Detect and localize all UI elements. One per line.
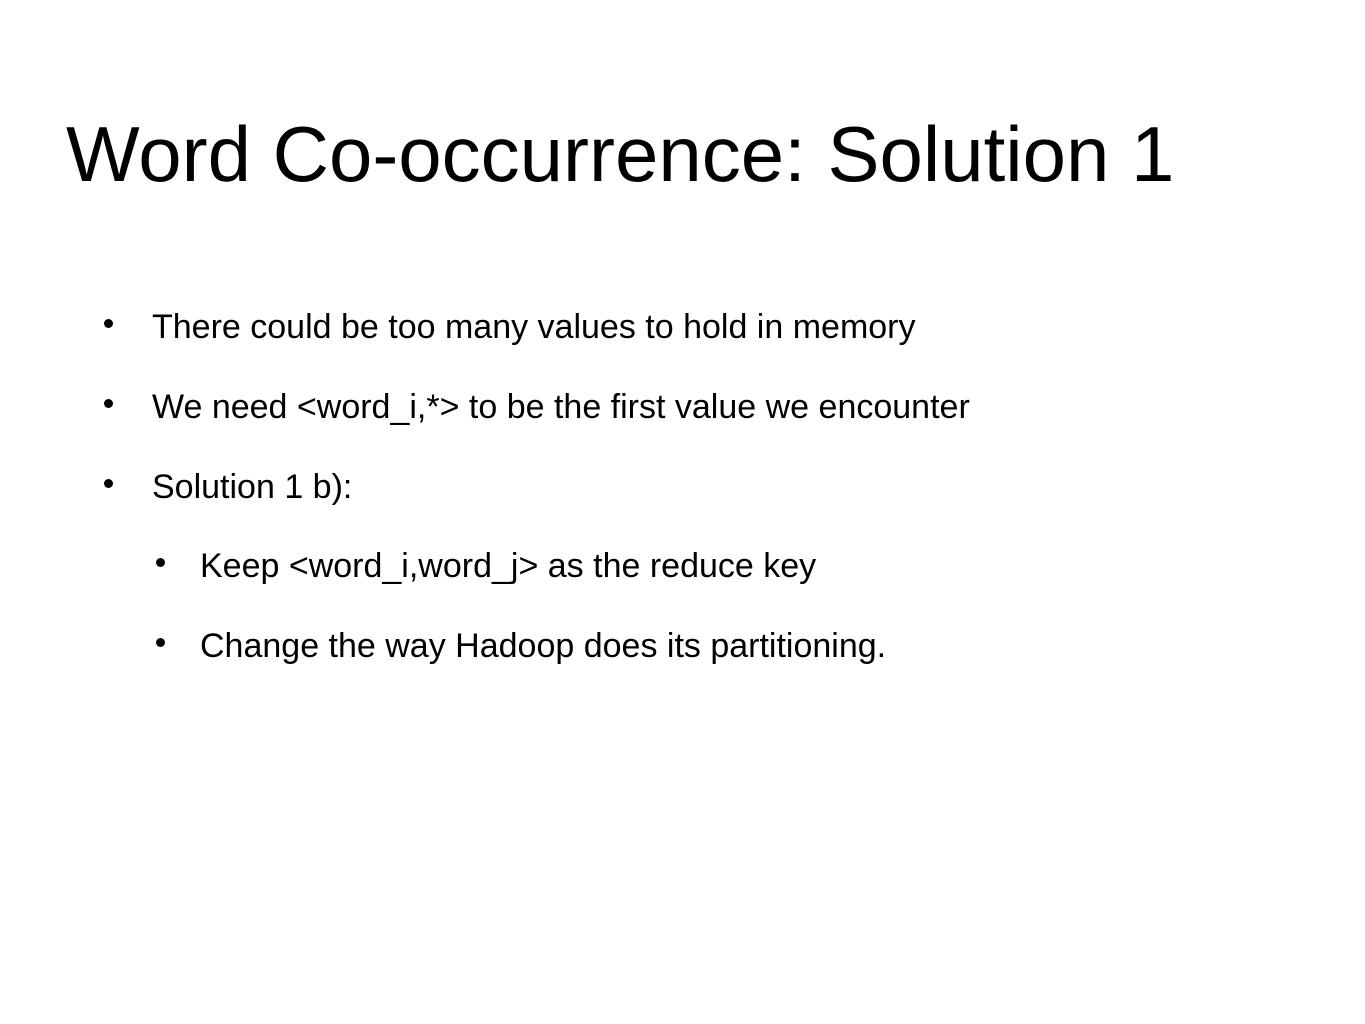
slide-title: Word Co-occurrence: Solution 1 — [66, 110, 1175, 198]
bullet-text: There could be too many values to hold in memory — [152, 308, 916, 346]
bullet-dot-icon — [156, 558, 165, 567]
bullet-item — [152, 467, 352, 507]
bullet-dot-icon — [104, 319, 113, 328]
bullet-dot-icon — [104, 399, 113, 408]
bullet-item — [152, 387, 970, 427]
bullet-item — [152, 307, 916, 347]
sub-bullet-text: Keep <word_i,word_j> as the reduce key — [200, 547, 817, 585]
bullet-text: Solution 1 b): — [152, 468, 353, 506]
bullet-dot-icon — [156, 638, 165, 647]
bullet-text: We need <word_i,*> to be the first value we encounter — [152, 388, 970, 426]
bullet-dot-icon — [104, 479, 113, 488]
sub-bullet-text: Change the way Hadoop does its partitioning. — [200, 627, 887, 665]
sub-bullet-item — [200, 626, 886, 666]
sub-bullet-item — [200, 546, 816, 586]
